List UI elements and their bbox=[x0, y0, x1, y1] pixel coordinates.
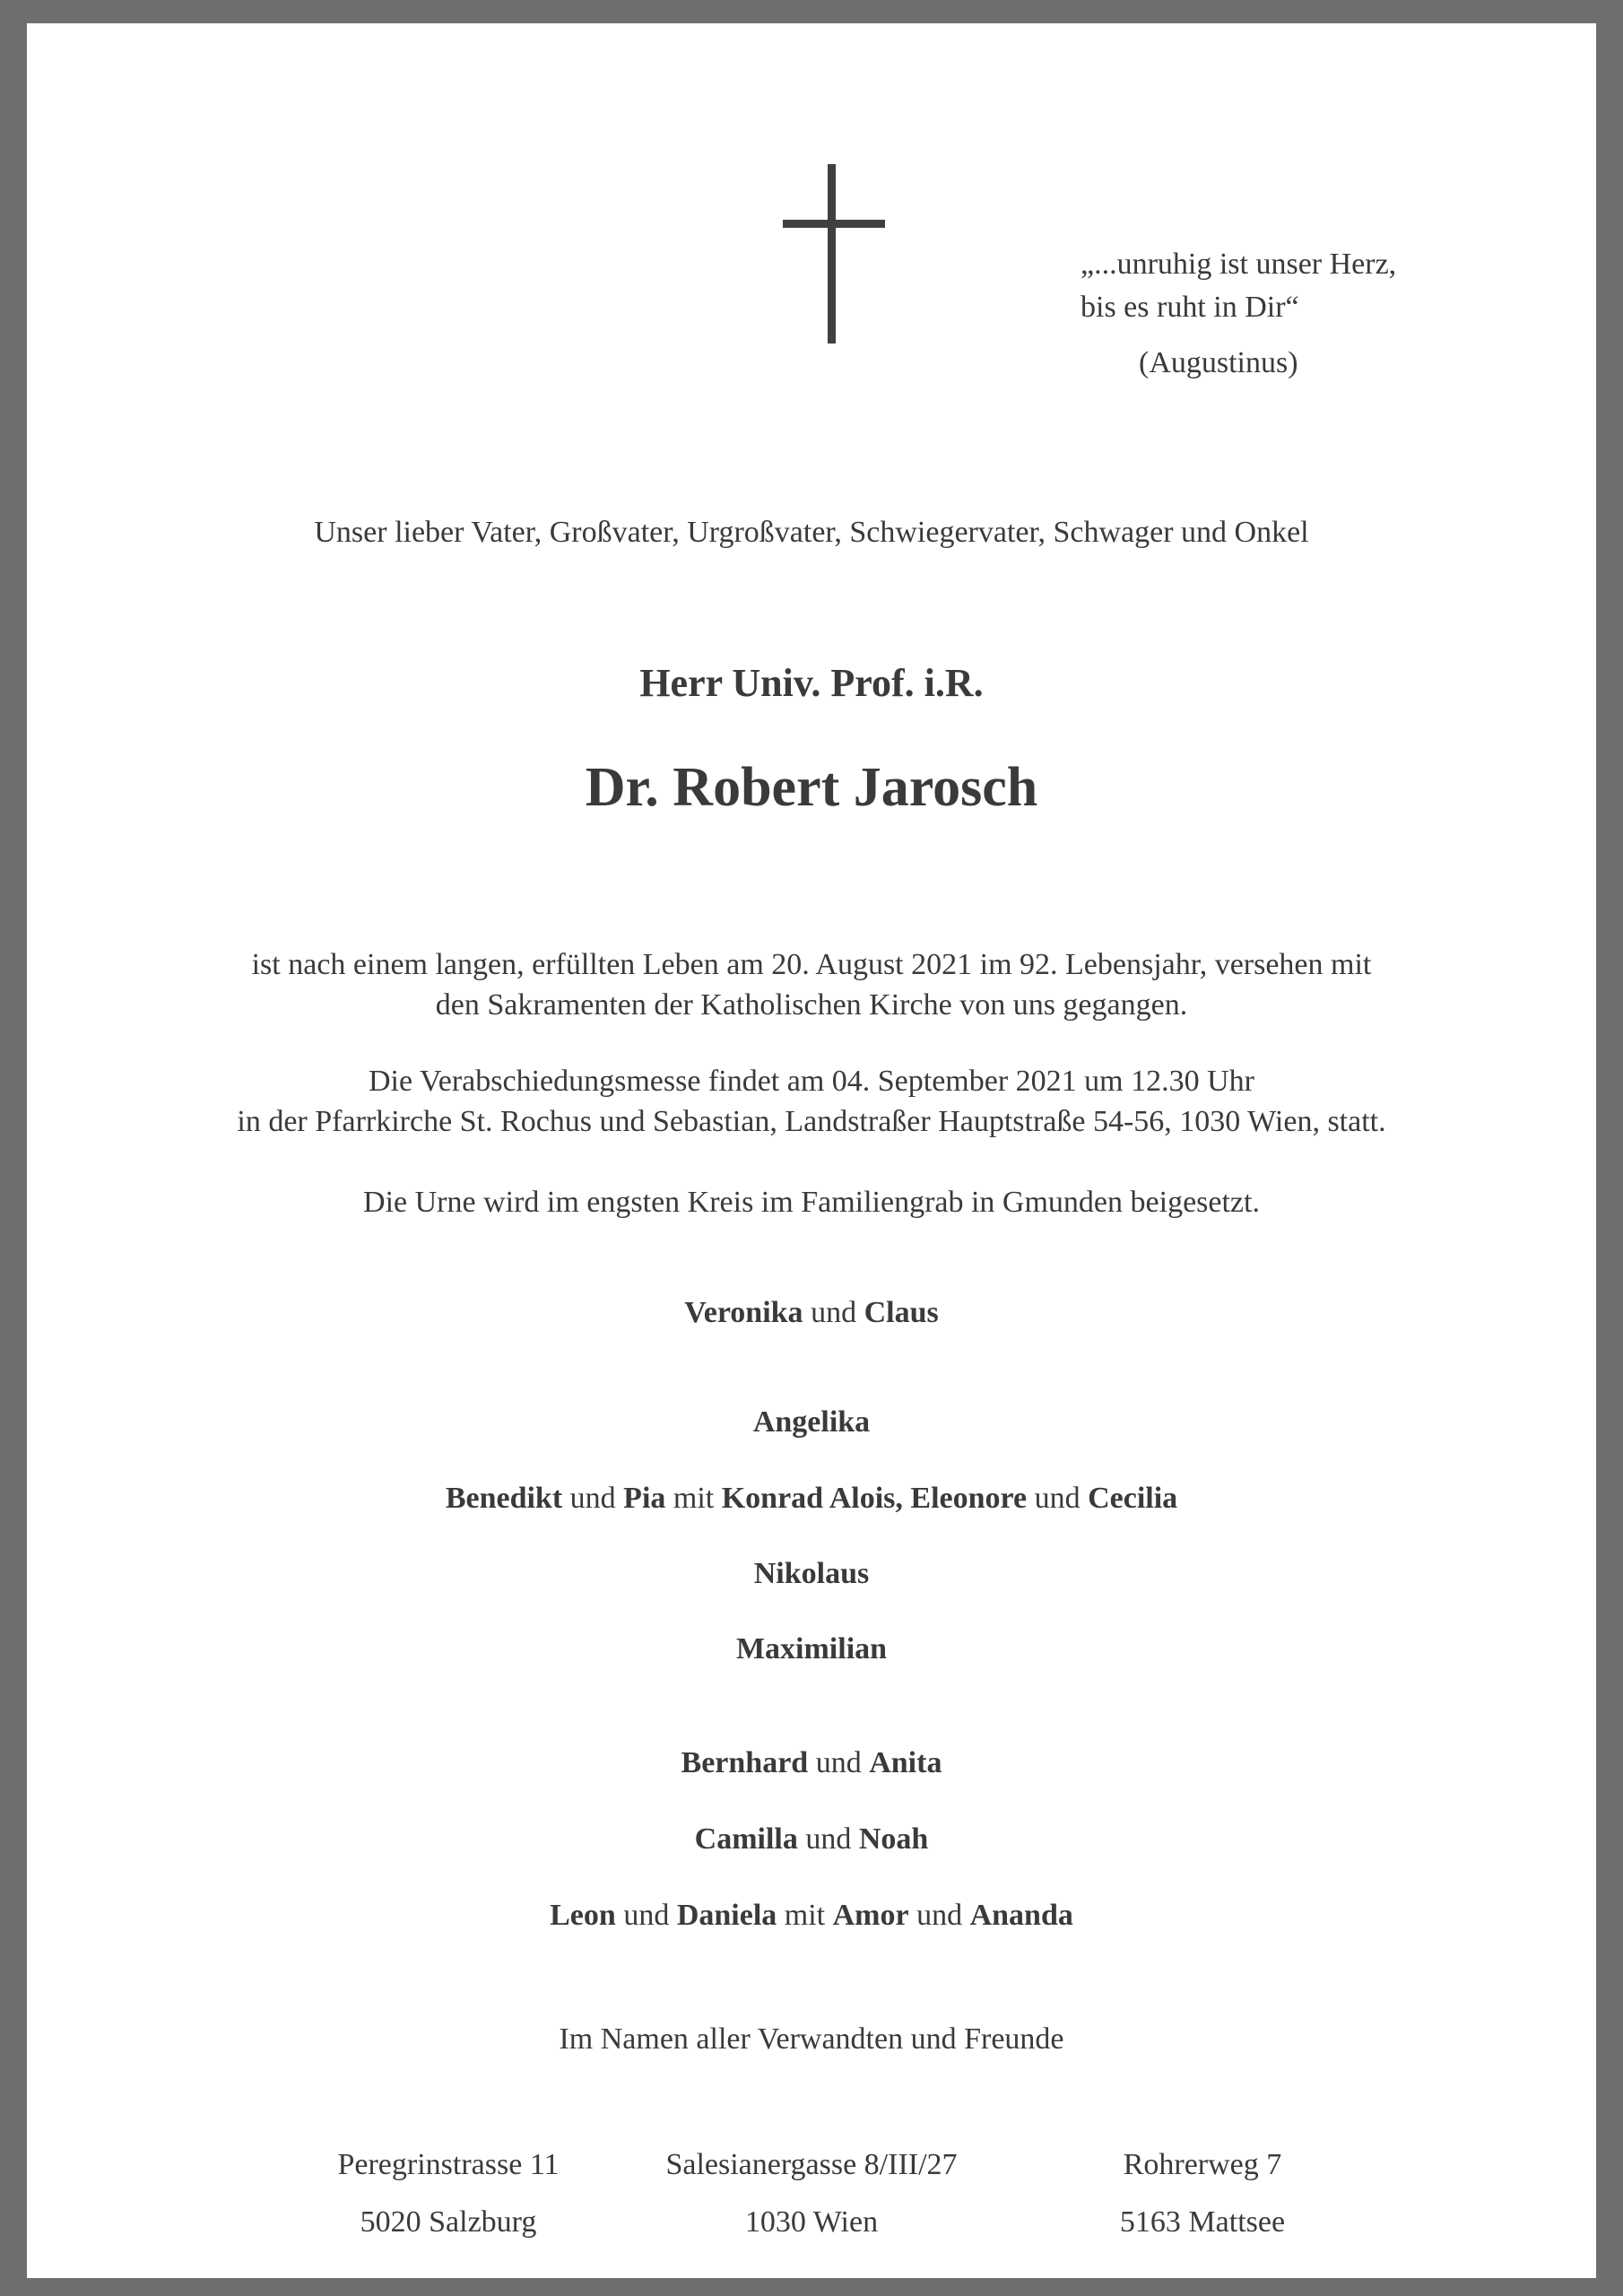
obituary-page bbox=[27, 23, 1596, 2278]
family-line-maximilian bbox=[27, 1629, 1596, 1670]
honorific-title: Herr Univ. Prof. i.R. bbox=[639, 661, 984, 705]
family-name: Konrad Alois, bbox=[721, 1482, 903, 1515]
connector: mit bbox=[784, 1899, 826, 1932]
family-name: Noah bbox=[858, 1822, 929, 1856]
quote-line-1: „...unruhig ist unser Herz, bbox=[1081, 248, 1397, 281]
family-name: Daniela bbox=[676, 1899, 777, 1932]
family-name: Angelika bbox=[752, 1405, 871, 1439]
mass-line-1: Die Verabschiedungsmesse findet am 04. September 2021 um 12.30 Uhr bbox=[368, 1065, 1254, 1098]
address-city: 5163 Mattsee bbox=[1119, 2205, 1286, 2239]
quote-line-2: bis es ruht in Dir“ bbox=[1081, 291, 1299, 324]
family-name: Nikolaus bbox=[753, 1557, 870, 1590]
quote-author: (Augustinus) bbox=[1139, 346, 1298, 379]
connector: mit bbox=[673, 1482, 715, 1515]
family-name: Pia bbox=[623, 1482, 666, 1515]
connector: und bbox=[569, 1482, 616, 1515]
address-street: Rohrerweg 7 bbox=[1123, 2148, 1282, 2181]
family-name: Cecilia bbox=[1088, 1482, 1178, 1515]
connector: und bbox=[1034, 1482, 1081, 1515]
family-name: Camilla bbox=[694, 1822, 798, 1856]
family-name: Veronika bbox=[684, 1296, 803, 1329]
family-line-bernhard bbox=[27, 1743, 1596, 1784]
family-name: Anita bbox=[869, 1746, 942, 1779]
address-street: Peregrinstrasse 11 bbox=[337, 2148, 560, 2181]
death-notice-line-1: ist nach einem langen, erfüllten Leben am 20. August 2021 im 92. Lebensjahr, versehen mit bbox=[251, 948, 1372, 981]
family-line-leon bbox=[27, 1895, 1596, 1936]
family-name: Eleonore bbox=[910, 1482, 1028, 1515]
family-line-camilla bbox=[27, 1819, 1596, 1860]
address-city: 1030 Wien bbox=[744, 2205, 879, 2239]
family-line-nikolaus bbox=[27, 1553, 1596, 1595]
family-line-angelika bbox=[27, 1402, 1596, 1443]
family-name: Benedikt bbox=[445, 1482, 563, 1515]
family-line-veronika bbox=[27, 1292, 1596, 1334]
family-name: Ananda bbox=[969, 1899, 1073, 1932]
cross-icon bbox=[783, 164, 885, 344]
burial-text: Die Urne wird im engsten Kreis im Familiengrab in Gmunden beigesetzt. bbox=[363, 1186, 1260, 1219]
connector: und bbox=[623, 1899, 670, 1932]
death-notice-line-2: den Sakramenten der Katholischen Kirche von uns gegangen. bbox=[435, 988, 1188, 1022]
family-name: Claus bbox=[864, 1296, 939, 1329]
family-name: Maximilian bbox=[735, 1632, 888, 1665]
connector: und bbox=[811, 1296, 857, 1329]
address-mattsee bbox=[978, 2144, 1427, 2243]
family-line-benedikt bbox=[27, 1478, 1596, 1519]
closing-text: Im Namen aller Verwandten und Freunde bbox=[559, 2022, 1064, 2056]
deceased-name: Dr. Robert Jarosch bbox=[585, 757, 1038, 818]
connector: und bbox=[805, 1822, 852, 1856]
address-street: Salesianergasse 8/III/27 bbox=[665, 2148, 958, 2181]
connector: und bbox=[916, 1899, 963, 1932]
address-city: 5020 Salzburg bbox=[360, 2205, 537, 2239]
mass-line-2: in der Pfarrkirche St. Rochus und Sebastian, Landstraßer Hauptstraße 54-56, 1030 Wien, statt. bbox=[237, 1105, 1386, 1138]
family-name: Bernhard bbox=[681, 1746, 809, 1779]
connector: und bbox=[815, 1746, 862, 1779]
family-name: Leon bbox=[550, 1899, 616, 1932]
family-name: Amor bbox=[832, 1899, 909, 1932]
address-wien bbox=[587, 2144, 1036, 2243]
quote bbox=[1081, 243, 1396, 329]
intro-text: Unser lieber Vater, Großvater, Urgroßvater, Schwiegervater, Schwager und Onkel bbox=[314, 516, 1309, 549]
